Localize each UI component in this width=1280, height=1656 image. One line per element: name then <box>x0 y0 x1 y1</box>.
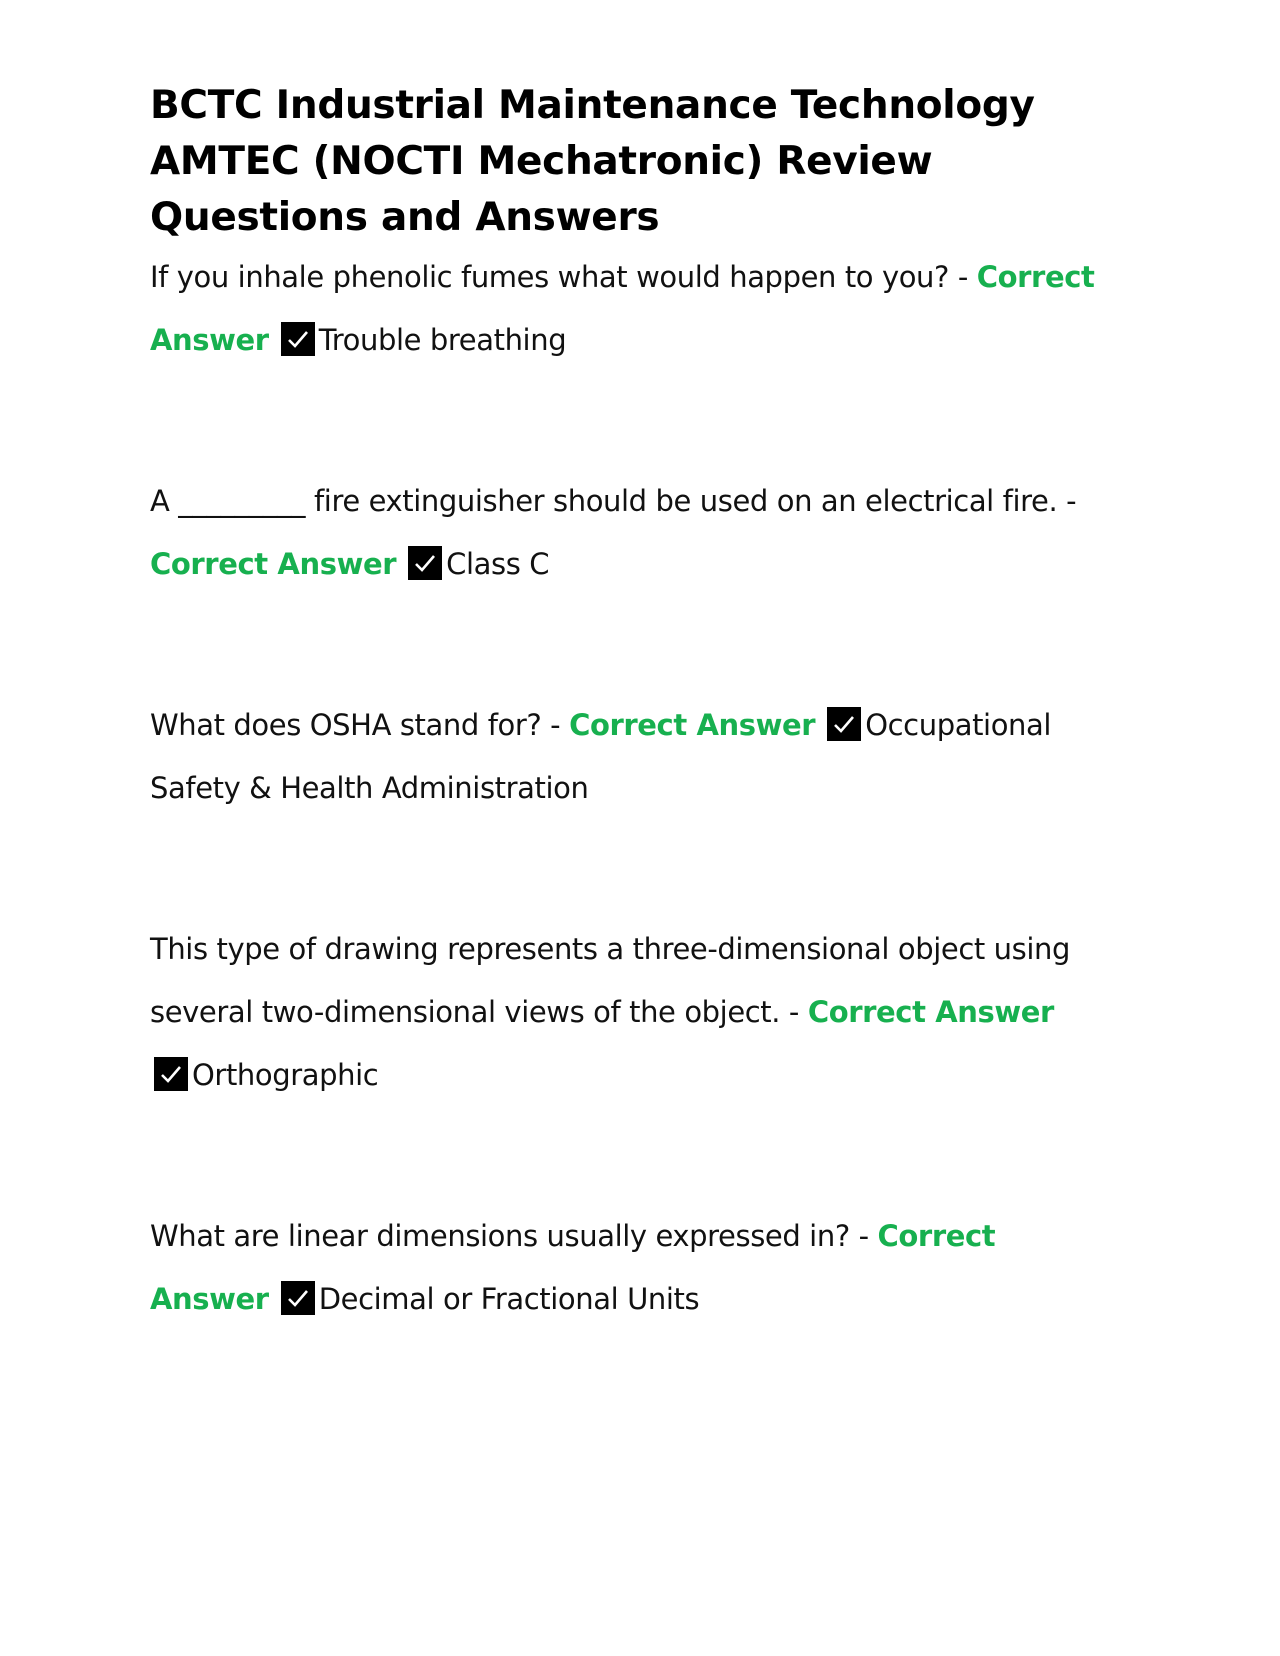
text-line <box>150 246 1150 309</box>
correct-answer-label: Correct <box>976 260 1095 294</box>
question-text: This type of drawing represents a three-dimensional object using <box>150 932 1070 966</box>
answer-text: Trouble breathing <box>318 323 567 357</box>
answer-text: Safety & Health Administration <box>150 771 589 805</box>
text-line <box>150 1044 1150 1107</box>
question-item <box>150 694 1150 820</box>
text-line <box>150 309 1150 372</box>
document-page <box>150 78 1150 1331</box>
text-line <box>150 981 1150 1044</box>
question-text: What does OSHA stand for? - <box>150 708 570 742</box>
text-line <box>150 1268 1150 1331</box>
question-item <box>150 1205 1150 1331</box>
checkmark-icon <box>408 546 442 580</box>
question-text: A _________ fire extinguisher should be used on an electrical fire. - <box>150 484 1077 518</box>
answer-text: Class C <box>446 547 550 581</box>
question-text: If you inhale phenolic fumes what would happen to you? - <box>150 260 977 294</box>
correct-answer-label: Correct <box>877 1219 996 1253</box>
correct-answer-label: Correct Answer <box>569 708 816 742</box>
question-text: several two-dimensional views of the object. - <box>150 995 808 1029</box>
checkmark-icon <box>827 707 861 741</box>
question-text: What are linear dimensions usually expressed in? - <box>150 1219 878 1253</box>
text-line <box>150 533 1150 596</box>
answer-text: Occupational <box>865 708 1052 742</box>
answer-text: Decimal or Fractional Units <box>318 1282 700 1316</box>
text-line <box>150 470 1150 533</box>
text-line <box>150 918 1150 981</box>
correct-answer-label: Correct Answer <box>807 995 1054 1029</box>
question-item <box>150 918 1150 1107</box>
answer-text: Orthographic <box>192 1058 379 1092</box>
text-line <box>150 1205 1150 1268</box>
question-list <box>150 246 1150 1331</box>
question-item <box>150 470 1150 596</box>
correct-answer-label: Correct Answer <box>150 547 397 581</box>
checkmark-icon <box>281 1281 315 1315</box>
checkmark-icon <box>154 1057 188 1091</box>
checkmark-icon <box>281 322 315 356</box>
correct-answer-label: Answer <box>150 1282 269 1316</box>
text-line <box>150 757 1150 820</box>
text-line <box>150 694 1150 757</box>
document-title: BCTC Industrial Maintenance Technology AMTEC (NOCTI Mechatronic) Review Questions and Answers <box>150 83 1035 240</box>
correct-answer-label: Answer <box>150 323 269 357</box>
question-item <box>150 246 1150 372</box>
